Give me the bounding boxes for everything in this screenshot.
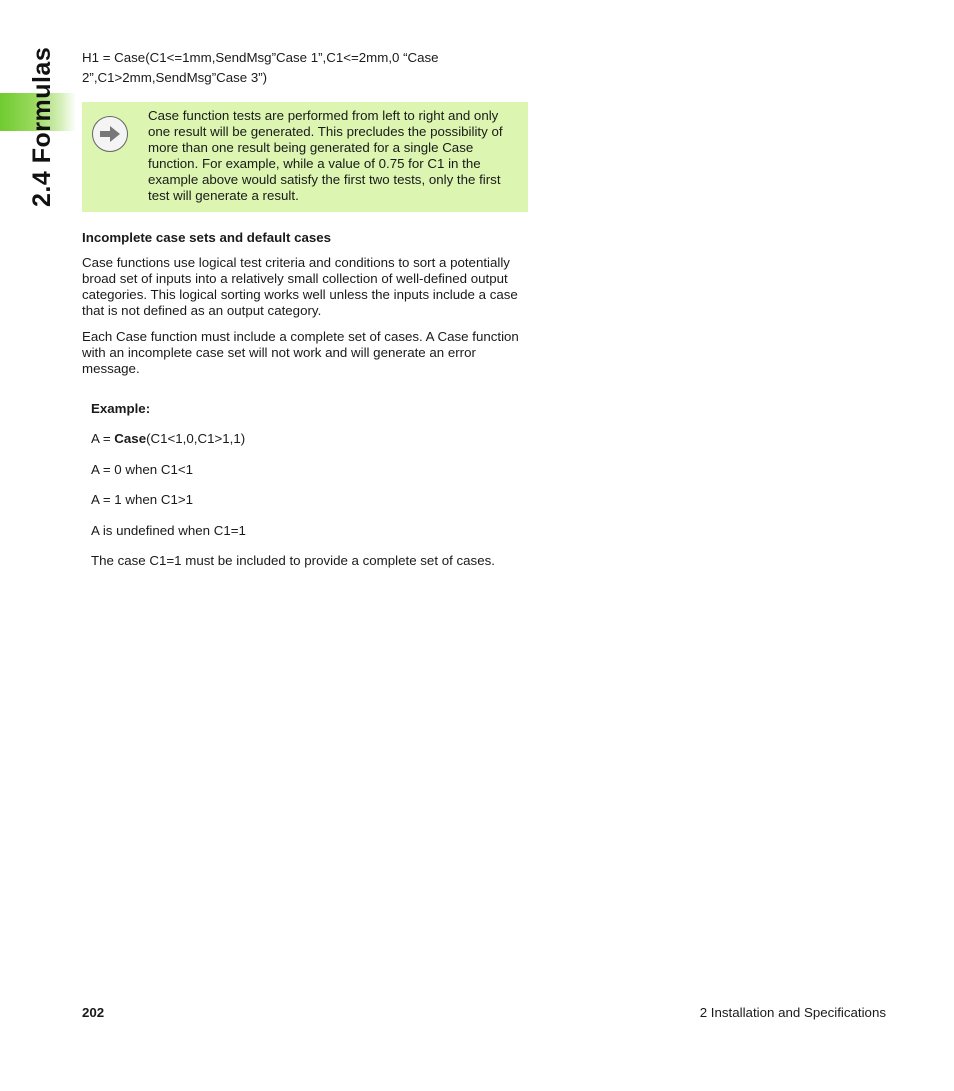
- example-line-2: A = 0 when C1<1: [91, 461, 194, 477]
- example-line-1: [91, 431, 528, 447]
- example-line-1-prefix: A =: [91, 431, 115, 446]
- example-block: [91, 401, 528, 569]
- example-line-5: The case C1=1 must be included to provide a complete set of cases.: [91, 553, 495, 568]
- section-paragraph-1: Case functions use logical test criteria and conditions to sort a potentially broad set of inputs into a relatively small collection of well-defined output categories. This logical sorting works well unless the inputs include a case that is not defined as an output category.: [82, 255, 518, 318]
- chapter-side-title: 2.4 Formulas: [28, 46, 56, 207]
- section-paragraph-2: Each Case function must include a complete set of cases. A Case function with an incomplete case set will not work and will generate an error message.: [82, 329, 519, 376]
- example-line-4: A is undefined when C1=1: [91, 522, 246, 538]
- formula-line-1: H1 = Case(C1<=1mm,SendMsg”Case 1”,C1<=2mm,0 “Case: [82, 50, 439, 65]
- example-line-1-suffix: (C1<1,0,C1>1,1): [146, 431, 246, 446]
- page-number: 202: [82, 1005, 105, 1020]
- example-line-1-keyword: Case: [114, 431, 147, 446]
- formula-line-2: 2”,C1>2mm,SendMsg”Case 3”): [82, 70, 268, 85]
- page-content: [82, 50, 528, 584]
- example-heading: Example:: [91, 401, 151, 416]
- note-box: [82, 102, 528, 212]
- section-heading: Incomplete case sets and default cases: [82, 230, 332, 245]
- footer-chapter-title: 2 Installation and Specifications: [699, 1005, 886, 1020]
- example-line-3: A = 1 when C1>1: [91, 492, 194, 507]
- arrow-right-icon: [92, 116, 128, 152]
- note-text: Case function tests are performed from left to right and only one result will be generated. This precludes the possibility of more than one result being generated for a single Case function. For example, while a value of 0.75 for C1 in the example above would satisfy the first two tests, only the first test will generate a result.: [148, 108, 503, 203]
